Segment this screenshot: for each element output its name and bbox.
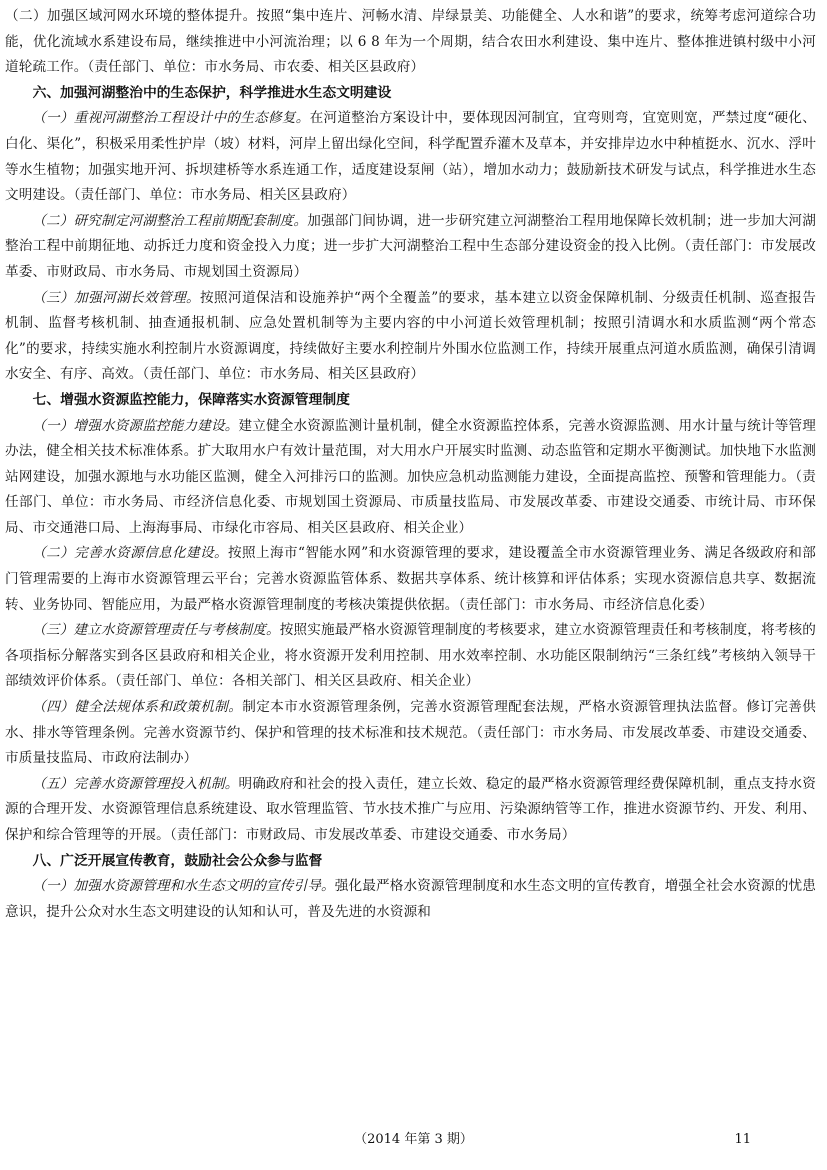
- paragraph-lead: （五）完善水资源管理投入机制。: [32, 775, 239, 792]
- paragraph-lead: （一）增强水资源监控能力建设。: [32, 417, 239, 434]
- paragraph-6-3: [5, 286, 816, 388]
- paragraph-lead: （三）加强河湖长效管理。: [32, 289, 201, 306]
- paragraph-text: 制定本市水资源管理条例，完善水资源管理配套法规，严格水资源管理执法监督。修订完善供水、排水等管理条例。完善水资源节约、保护和管理的技术标准和技术规范。（责任部门：市水务局、市发展改革委、市建设交通委、市质量技监局、市政府法制办）: [5, 699, 816, 767]
- paragraph-lead: （一）重视河湖整治工程设计中的生态修复。: [32, 110, 310, 127]
- issue-label: （2014 年第 3 期）: [354, 1132, 473, 1147]
- paragraph-lead: （四）健全法规体系和政策机制。: [32, 699, 243, 716]
- paragraph-8-1: [5, 874, 816, 925]
- section-heading-7: 七、增强水资源监控能力，保障落实水资源管理制度: [32, 391, 350, 408]
- document-body: [5, 4, 816, 925]
- paragraph-7-5: [5, 772, 816, 849]
- paragraph-lead: （二）完善水资源信息化建设。: [32, 545, 229, 562]
- paragraph-lead: （一）加强水资源管理和水生态文明的宣传引导。: [32, 878, 335, 895]
- paragraph-text: 按照实施最严格水资源管理制度的考核要求，建立水资源管理责任和考核制度，将考核的各项指标分解落实到各区县政府和相关企业，将水资源开发利用控制、用水效率控制、水功能区限制纳污“三条红线”考核纳入领导干部绩效评价体系。（责任部门、单位：各相关部门、相关区县政府、相关企业）: [5, 622, 816, 690]
- paragraph-text: 强化最严格水资源管理制度和水生态文明的宣传教育，增强全社会水资源的忧患意识，提升公众对水生态文明建设的认知和认可，普及先进的水资源和: [5, 878, 816, 920]
- paragraph-text: 按照上海市“智能水网”和水资源管理的要求，建设覆盖全市水资源管理业务、满足各级政府和部门管理需要的上海市水资源管理云平台；完善水资源监管体系、数据共享体系、统计核算和评估体系；实现水资源信息共享、数据流转、业务协同、智能应用，为最严格水资源管理制度的考核决策提供依据。（责任部门：市水务局、市经济信息化委）: [5, 545, 816, 613]
- paragraph-7-1: [5, 414, 816, 542]
- paragraph-7-4: [5, 695, 816, 772]
- paragraph-text: 按照河道保洁和设施养护“两个全覆盖”的要求，基本建立以资金保障机制、分级责任机制、巡查报告机制、监督考核机制、抽查通报机制、应急处置机制等为主要内容的中小河道长效管理机制；按照引清调水和水质监测“两个常态化”的要求，持续实施水利控制片水资源调度，持续做好主要水利控制片外围水位监测工作，持续开展重点河道水质监测，确保引清调水安全、有序、高效。（责任部门、单位：市水务局、相关区县政府）: [5, 289, 816, 383]
- paragraph-text: 明确政府和社会的投入责任，建立长效、稳定的最严格水资源管理经费保障机制，重点支持水资源的合理开发、水资源管理信息系统建设、取水管理监管、节水技术推广与应用、污染源纳管等工作，推进水资源节约、开发、利用、保护和综合管理等的开展。（责任部门：市财政局、市发展改革委、市建设交通委、市水务局）: [5, 775, 817, 843]
- paragraph-text: 加强部门间协调，进一步研究建立河湖整治工程用地保障长效机制；进一步加大河湖整治工程中前期征地、动拆迁力度和资金投入力度；进一步扩大河湖整治工程中生态部分建设资金的投入比例。（责任部门：市发展改革委、市财政局、市水务局、市规划国土资源局）: [5, 212, 816, 280]
- paragraph-6-2: [5, 209, 816, 286]
- paragraph-lead: （二）研究制定河湖整治工程前期配套制度。: [32, 212, 308, 229]
- paragraph-7-2: [5, 541, 816, 618]
- paragraph-7-3: [5, 618, 816, 695]
- section-heading-6: 六、加强河湖整治中的生态保护，科学推进水生态文明建设: [32, 84, 392, 101]
- paragraph-6-1: [5, 106, 816, 208]
- page-number: 11: [734, 1132, 751, 1147]
- section-heading-8: 八、广泛开展宣传教育，鼓励社会公众参与监督: [32, 852, 323, 869]
- paragraph-2-2: （二）加强区域河网水环境的整体提升。按照“集中连片、河畅水清、岸绿景美、功能健全、人水和谐”的要求，统筹考虑河道综合功能，优化流域水系建设布局，继续推进中小河流治理；以 6 8 年为一个周期，结合农田水利建设、集中连片、整体推进镇村级中小河道轮疏工作。（责任部门、单位：市水务局、市农委、相关区县政府）: [5, 8, 816, 76]
- paragraph-text: 在河道整治方案设计中，要体现因河制宜，宜弯则弯，宜宽则宽，严禁过度“硬化、白化、渠化”，积极采用柔性护岸（坡）材料，河岸上留出绿化空间，科学配置乔灌木及草本，并安排岸边水中种植挺水、沉水、浮叶等水生植物；加强实地开河、拆坝建桥等水系连通工作，适度建设泵闸（站），增加水动力；鼓励新技术研发与试点，科学推进水生态文明建设。（责任部门、单位：市水务局、相关区县政府）: [5, 110, 817, 204]
- paragraph-text: 建立健全水资源监测计量机制，健全水资源监控体系，完善水资源监测、用水计量与统计等管理办法，健全相关技术标准体系。扩大取用水户有效计量范围，对大用水户开展实时监测、动态监管和定期水平衡测试。加快地下水监测站网建设，加强水源地与水功能区监测，健全入河排污口的监测。加快应急机动监测能力建设，全面提高监控、预警和管理能力。（责任部门、单位：市水务局、市经济信息化委、市规划国土资源局、市质量技监局、市发展改革委、市建设交通委、市统计局、市环保局、市交通港口局、上海海事局、市绿化市容局、相关区县政府、相关企业）: [5, 417, 817, 536]
- paragraph-lead: （三）建立水资源管理责任与考核制度。: [32, 622, 280, 639]
- page-footer: [0, 1128, 827, 1152]
